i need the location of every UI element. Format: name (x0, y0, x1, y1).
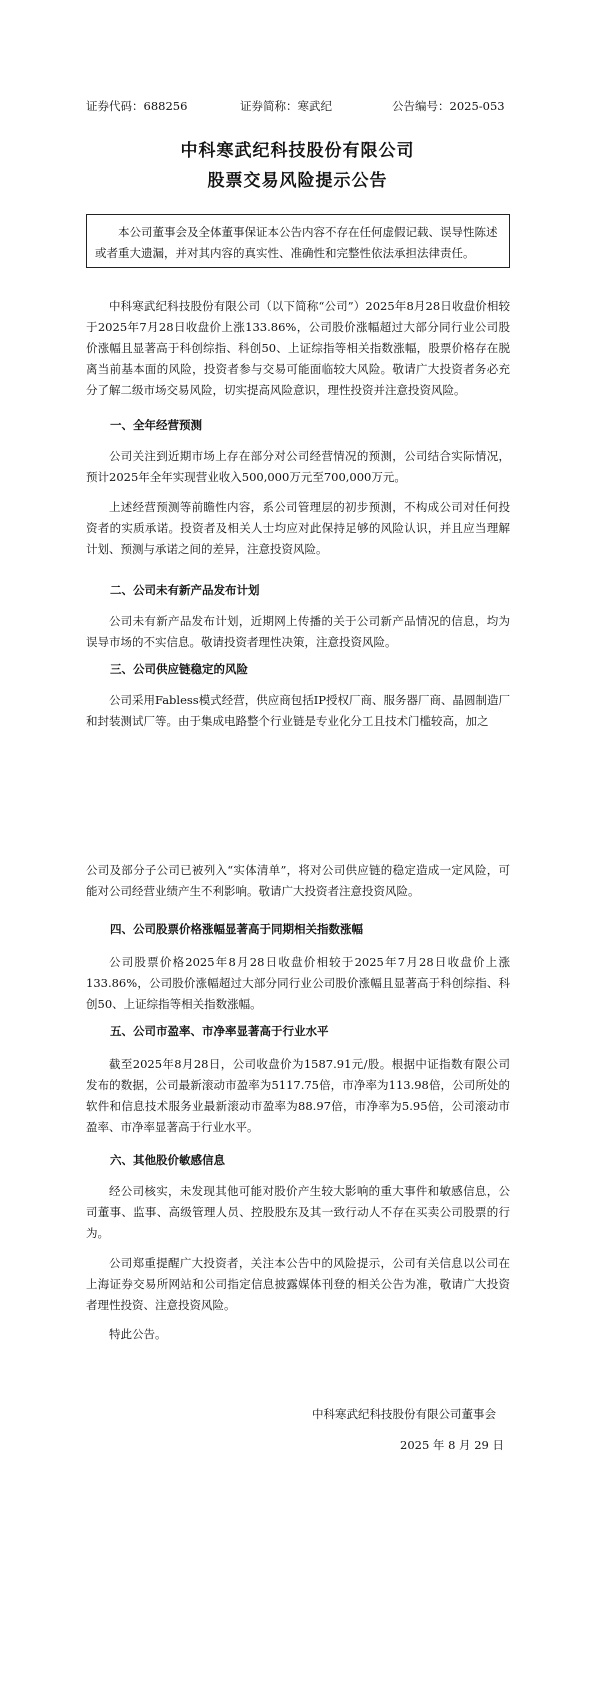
notice-number: 公告编号：2025-053 (392, 99, 505, 113)
section-5-paragraph-1: 截至2025年8月28日，公司收盘价为1587.91元/股。根据中证指数有限公司发布的数据，公司最新滚动市盈率为5117.75倍，市净率为113.98倍，公司所处的软件和信息技术服务业最新滚动市盈率为88.97倍，市净率为5.95倍，公司滚动市盈率、市净率显著高于行业水平。 (86, 1057, 510, 1134)
section-heading-3: 三、公司供应链稳定的风险 (110, 662, 248, 676)
section-6-paragraph-1: 经公司核实，未发现其他可能对股价产生较大影响的重大事件和敏感信息，公司董事、监事、高级管理人员、控股股东及其一致行动人不存在买卖公司股票的行为。 (86, 1184, 510, 1240)
board-statement-text: 本公司董事会及全体董事保证本公告内容不存在任何虚假记载、误导性陈述或者重大遗漏，并对其内容的真实性、准确性和完整性依法承担法律责任。 (95, 225, 498, 260)
signatory-board: 中科寒武纪科技股份有限公司董事会 (312, 1407, 496, 1421)
company-title: 中科寒武纪科技股份有限公司 (180, 141, 415, 161)
section-4-paragraph-1: 公司股票价格2025年8月28日收盘价相较于2025年7月28日收盘价上涨133.86%，公司股价涨幅超过大部分同行业公司股价涨幅且显著高于科创综指、科创50、上证综指等相关指数涨幅。 (86, 955, 510, 1011)
board-statement-box (86, 214, 510, 268)
section-heading-6: 六、其他股价敏感信息 (110, 1153, 225, 1167)
section-3-paragraph-1: 公司采用Fabless模式经营，供应商包括IP授权厂商、服务器厂商、晶圆制造厂和封装测试厂等。由于集成电路整个行业链是专业化分工且技术门槛较高，加之 (86, 693, 510, 728)
section-heading-2: 二、公司未有新产品发布计划 (110, 583, 260, 597)
closing-line: 特此公告。 (109, 1327, 167, 1341)
intro-paragraph: 中科寒武纪科技股份有限公司（以下简称“公司”）2025年8月28日收盘价相较于2025年7月28日收盘价上涨133.86%，公司股价涨幅超过大部分同行业公司股价涨幅且显著高于科创综指、科创50、上证综指等相关指数涨幅，股票价格存在脱离当前基本面的风险，投资者参与交易可能面临较大风险。敬请广大投资者务必充分了解二级市场交易风险，切实提高风险意识，理性投资并注意投资风险。 (86, 299, 510, 397)
section-heading-5: 五、公司市盈率、市净率显著高于行业水平 (110, 1024, 329, 1038)
security-code: 证券代码：688256 (86, 99, 188, 113)
security-short-name: 证券简称：寒武纪 (240, 99, 332, 113)
section-1-paragraph-1: 公司关注到近期市场上存在部分对公司经营情况的预测，公司结合实际情况，预计2025年全年实现营业收入500,000万元至700,000万元。 (86, 449, 510, 484)
section-2-paragraph-1: 公司未有新产品发布计划，近期网上传播的关于公司新产品情况的信息，均为误导市场的不实信息。敬请投资者理性决策，注意投资风险。 (86, 614, 510, 649)
section-heading-1: 一、全年经营预测 (110, 418, 202, 432)
section-heading-4: 四、公司股票价格涨幅显著高于同期相关指数涨幅 (110, 922, 363, 936)
signature-date: 2025 年 8 月 29 日 (400, 1438, 504, 1452)
section-6-paragraph-2: 公司郑重提醒广大投资者，关注本公告中的风险提示，公司有关信息以公司在上海证券交易所网站和公司指定信息披露媒体刊登的相关公告为准，敬请广大投资者理性投资、注意投资风险。 (86, 1256, 510, 1312)
notice-title: 股票交易风险提示公告 (207, 171, 388, 191)
section-3-paragraph-2: 公司及部分子公司已被列入“实体清单”，将对公司供应链的稳定造成一定风险，可能对公司经营业绩产生不利影响。敬请广大投资者注意投资风险。 (86, 863, 510, 898)
section-1-paragraph-2: 上述经营预测等前瞻性内容，系公司管理层的初步预测，不构成公司对任何投资者的实质承诺。投资者及相关人士均应对此保持足够的风险认识，并且应当理解计划、预测与承诺之间的差异，注意投资风险。 (86, 500, 510, 556)
